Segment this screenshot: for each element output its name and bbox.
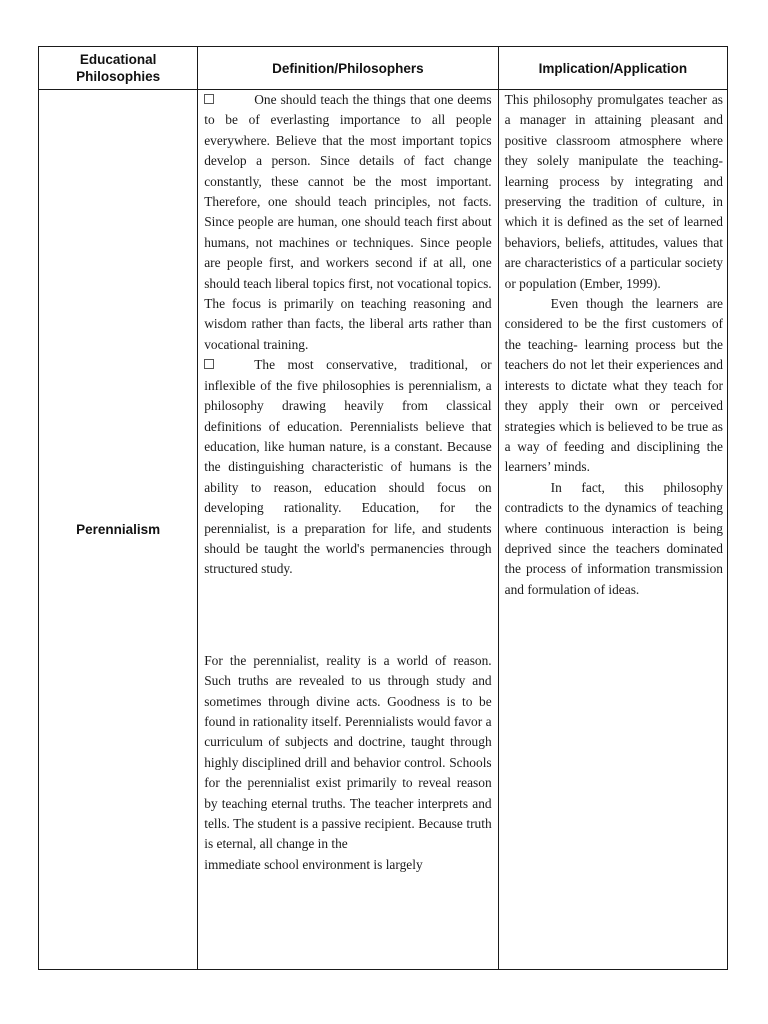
header-col1-line1: Educational [79,52,157,67]
definition-paragraph-4: immediate school environment is largely [204,856,423,872]
header-row [39,47,728,90]
implication-paragraph-3: In fact, this philosophy contradicts to the dynamics of teaching where continuous interaction is being deprived since the teachers dominated the process of information transmission and formulation of ideas. [504,479,723,597]
header-implication-application: Implication/Application [498,47,727,90]
definition-cell [198,90,498,970]
bullet-box-icon [204,94,214,104]
bullet-box-icon [204,359,214,369]
implication-cell [498,90,727,970]
implication-paragraph-1: This philosophy promulgates teacher as a manager in attaining pleasant and positive classroom atmosphere where they solely manipulate the teaching- learning process by integrating and preserving the tradition of culture, in which it is defined as the set of learned behaviors, beliefs, attitudes, values that are characteristics of a particular society or population (Ember, 1999). [504,92,723,291]
implication-paragraph-2: Even though the learners are considered to be the first customers of the teaching- learning process but the teachers do not let their experiences and interests to dictate what they teach for they apply their own or perceived strategies which is believed to be true as a way of feeding and disciplining the learners’ minds. [504,296,723,475]
definition-paragraph-2 [204,355,491,579]
header-col1-line2: Philosophies [76,69,161,84]
philosophies-table [38,46,728,970]
definition-text-1: One should teach the things that one deems to be of everlasting importance to all people everywhere. Believe that the most important topics develop a person. Since details of fact change constantly, these cannot be the most important. Therefore, one should teach principles, not facts. Since people are human, one should teach first about humans, not machines or techniques. Since people are people first, and workers second if at all, one should teach liberal topics first, not vocational topics. The focus is primarily on teaching reasoning and wisdom rather than facts, the liberal arts rather than vocational training. [204,92,492,352]
header-definition-philosophers: Definition/Philosophers [198,47,498,90]
definition-text-2: The most conservative, traditional, or inflexible of the five philosophies is perennialism, a philosophy drawing heavily from classical definitions of education. Perennialists believe that education, like human nature, is a constant. Because the distinguishing characteristic of humans is the ability to reason, education should focus on developing rationality. Education, for the perennialist, is a preparation for life, and students should be taught the world's permanencies through structured study. [204,357,492,577]
definition-paragraph-3: For the perennialist, reality is a world of reason. Such truths are revealed to us through study and sometimes through divine acts. Goodness is to be found in rationality itself. Perennialists would favor a curriculum of subjects and doctrine, taught through highly disciplined drill and behavior control. Schools for the perennialist exist primarily to reveal reason by teaching eternal truths. The teacher interprets and tells. The student is a passive recipient. Because truth is eternal, all change in the [204,652,492,852]
blank-space [204,580,491,651]
definition-paragraph-1 [204,90,491,355]
table-row-perennialism [39,90,728,970]
row-label-perennialism: Perennialism [39,90,198,970]
header-educational-philosophies [39,47,198,90]
